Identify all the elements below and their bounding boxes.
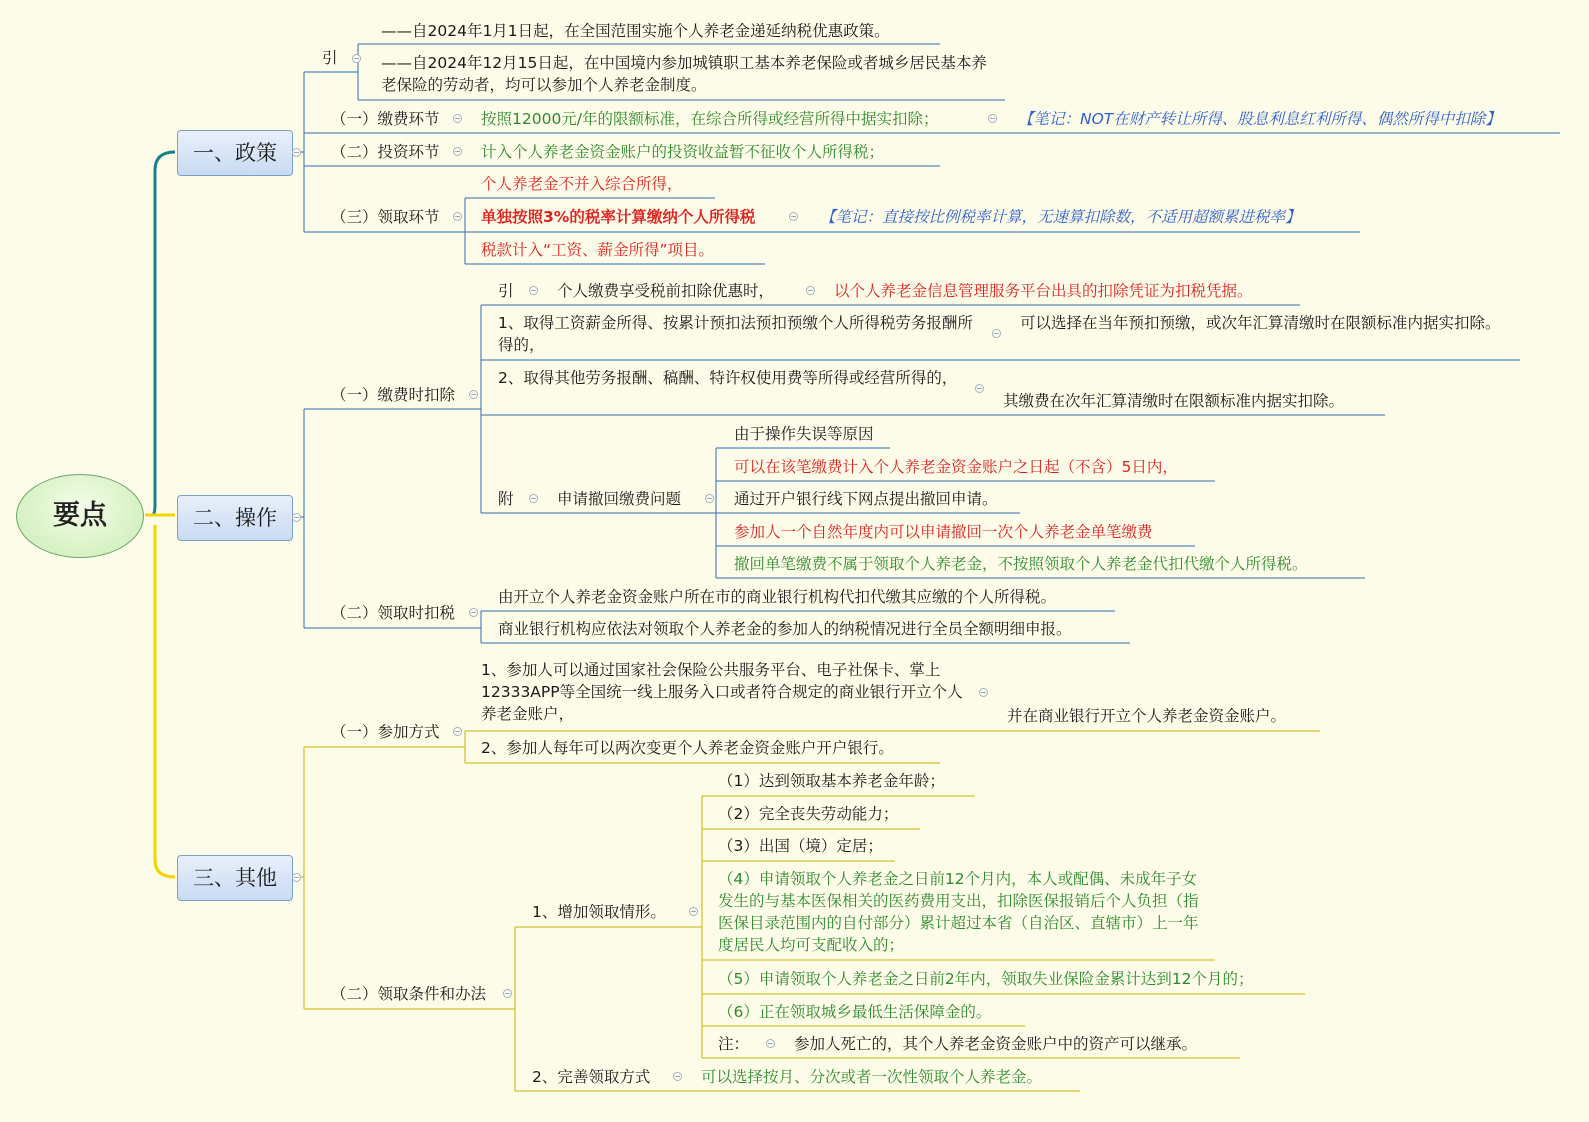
policy-intro-1: ——自2024年1月1日起，在全国范围实施个人养老金递延纳税优惠政策。	[381, 22, 890, 40]
other-add-5: （5）申请领取个人养老金之日前2年内，领取失业保险金累计达到12个月的；	[718, 970, 1254, 988]
collapse-icon[interactable]	[529, 494, 538, 503]
collapse-icon[interactable]	[453, 212, 462, 221]
op-p2: 2、取得其他劳务报酬、稿酬、特许权使用费等所得或经营所得的，	[498, 369, 958, 387]
collapse-icon[interactable]	[453, 114, 462, 123]
collapse-icon[interactable]	[503, 989, 512, 998]
root-node[interactable]: 要点	[16, 474, 144, 558]
collapse-icon[interactable]	[292, 873, 301, 882]
policy-payment-label: （一）缴费环节	[331, 110, 440, 128]
collapse-icon[interactable]	[689, 907, 698, 916]
collapse-icon[interactable]	[453, 147, 462, 156]
policy-receive-b: 单独按照3%的税率计算缴纳个人所得税	[481, 208, 756, 226]
policy-intro-label: 引	[322, 49, 338, 67]
other-add-6: （6）正在领取城乡最低生活保障金的。	[718, 1003, 992, 1021]
other-note-label: 注：	[718, 1035, 750, 1053]
op-intro-text: 个人缴费享受税前扣除优惠时，	[557, 282, 775, 300]
other-note-text: 参加人死亡的，其个人养老金资金账户中的资产可以继承。	[794, 1035, 1198, 1053]
op-withdraw-5: 撤回单笔缴费不属于领取个人养老金，不按照领取个人养老金代扣代缴个人所得税。	[734, 555, 1308, 573]
op-intro-label: 引	[498, 282, 514, 300]
op-withdraw-label: 申请撤回缴费问题	[557, 490, 682, 508]
collapse-icon[interactable]	[292, 148, 301, 157]
collapse-icon[interactable]	[979, 688, 988, 697]
collapse-icon[interactable]	[789, 212, 798, 221]
other-method-label: 2、完善领取方式	[532, 1068, 651, 1086]
other-join-a: 1、参加人可以通过国家社会保险公共服务平台、电子社保卡、掌上12333APP等全国统一线上服务入口或者符合规定的商业银行开立个人养老金账户，	[481, 661, 963, 723]
op-receive-b: 商业银行机构应依法对领取个人养老金的参加人的纳税情况进行全员全额明细申报。	[498, 620, 1072, 638]
other-add-2: （2）完全丧失劳动能力；	[718, 805, 899, 823]
op-receive-label: （二）领取时扣税	[331, 604, 456, 622]
other-method-text: 可以选择按月、分次或者一次性领取个人养老金。	[701, 1068, 1043, 1086]
collapse-icon[interactable]	[292, 513, 301, 522]
policy-payment-note: 【笔记：NOT在财产转让所得、股息利息红利所得、偶然所得中扣除】	[1018, 110, 1501, 128]
collapse-icon[interactable]	[975, 384, 984, 393]
branch-policy[interactable]: 一、政策	[177, 130, 293, 176]
other-add-1: （1）达到领取基本养老金年龄；	[718, 772, 945, 790]
op-receive-a: 由开立个人养老金资金账户所在市的商业银行机构代扣代缴其应缴的个人所得税。	[498, 588, 1057, 606]
other-add-label: 1、增加领取情形。	[532, 903, 666, 921]
op-deduct-label: （一）缴费时扣除	[331, 386, 456, 404]
collapse-icon[interactable]	[806, 286, 815, 295]
policy-payment-text: 按照12000元/年的限额标准，在综合所得或经营所得中据实扣除；	[481, 110, 939, 128]
branch-operation[interactable]: 二、操作	[177, 495, 293, 541]
collapse-icon[interactable]	[673, 1072, 682, 1081]
collapse-icon[interactable]	[988, 114, 997, 123]
op-withdraw-2: 可以在该笔缴费计入个人养老金资金账户之日起（不含）5日内，	[734, 458, 1178, 476]
collapse-icon[interactable]	[352, 54, 361, 63]
other-join-label: （一）参加方式	[331, 723, 440, 741]
op-appendix-label: 附	[498, 490, 514, 508]
policy-receive-note: 【笔记：直接按比例税率计算，无速算扣除数，不适用超额累进税率】	[820, 208, 1301, 226]
collapse-icon[interactable]	[529, 286, 538, 295]
policy-intro-2: ——自2024年12月15日起，在中国境内参加城镇职工基本养老保险或者城乡居民基本养老保险的劳动者，均可以参加个人养老金制度。	[381, 54, 987, 94]
other-join-b: 2、参加人每年可以两次变更个人养老金资金账户开户银行。	[481, 739, 894, 757]
collapse-icon[interactable]	[992, 329, 1001, 338]
op-intro-red: 以个人养老金信息管理服务平台出具的扣除凭证为扣税凭据。	[834, 282, 1253, 300]
collapse-icon[interactable]	[469, 390, 478, 399]
op-p1-result: 可以选择在当年预扣预缴，或次年汇算清缴时在限额标准内据实扣除。	[1020, 314, 1501, 332]
policy-invest-label: （二）投资环节	[331, 143, 440, 161]
collapse-icon[interactable]	[453, 727, 462, 736]
policy-receive-label: （三）领取环节	[331, 208, 440, 226]
other-add-4: （4）申请领取个人养老金之日前12个月内，本人或配偶、未成年子女发生的与基本医保相关的医药费用支出，扣除医保报销后个人负担（指医保目录范围内的自付部分）累计超过本省（自治区、直辖市）上一年度居民人均可支配收入的；	[718, 870, 1199, 954]
other-join-a-result: 并在商业银行开立个人养老金资金账户。	[1007, 707, 1287, 725]
other-receive-label: （二）领取条件和办法	[331, 985, 487, 1003]
policy-receive-c: 税款计入“工资、薪金所得”项目。	[481, 241, 715, 259]
policy-receive-a: 个人养老金不并入综合所得，	[481, 175, 683, 193]
collapse-icon[interactable]	[766, 1039, 775, 1048]
op-withdraw-1: 由于操作失误等原因	[734, 425, 874, 443]
policy-invest-text: 计入个人养老金资金账户的投资收益暂不征收个人所得税；	[481, 143, 885, 161]
op-withdraw-3: 通过开户银行线下网点提出撤回申请。	[734, 490, 998, 508]
op-p2-result: 其缴费在次年汇算清缴时在限额标准内据实扣除。	[1003, 392, 1345, 410]
branch-other[interactable]: 三、其他	[177, 855, 293, 901]
collapse-icon[interactable]	[469, 608, 478, 617]
collapse-icon[interactable]	[705, 494, 714, 503]
op-withdraw-4: 参加人一个自然年度内可以申请撤回一次个人养老金单笔缴费	[734, 523, 1153, 541]
op-p1: 1、取得工资薪金所得、按累计预扣法预扣预缴个人所得税劳务报酬所得的，	[498, 314, 973, 354]
other-add-3: （3）出国（境）定居；	[718, 837, 883, 855]
